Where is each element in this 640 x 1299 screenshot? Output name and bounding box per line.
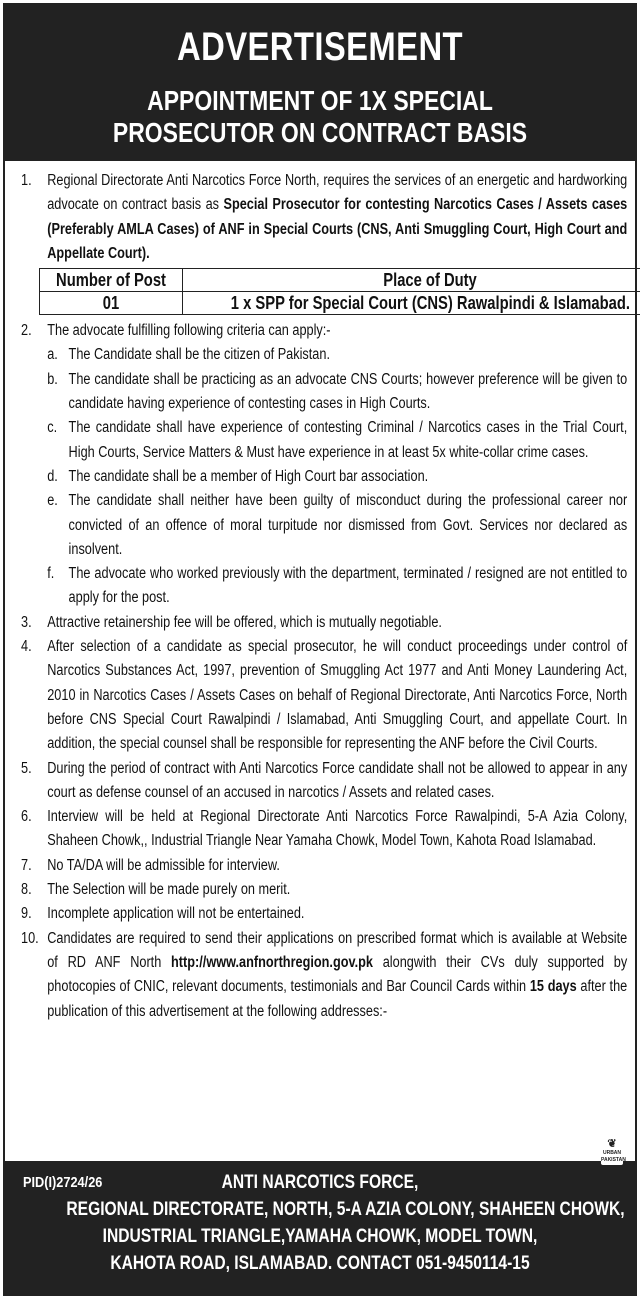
item-7	[21, 854, 627, 878]
table-cell	[183, 292, 640, 315]
leaf-icon: ❦	[607, 1138, 617, 1150]
table-header-cell	[183, 269, 640, 292]
item-text-bold: Special Prosecutor for contesting Narcotics Cases / Assets cases (Preferably AMLA Cases) of ANF in Special Courts (CNS, Anti Smuggling Court, High Court and Appellate Court)	[47, 196, 628, 262]
item-number: 3.	[21, 613, 32, 631]
item-text: The Selection will be made purely on merit.	[47, 881, 291, 899]
criteria-b	[21, 368, 627, 417]
item-2	[21, 319, 627, 343]
table-header-row	[40, 269, 640, 292]
item-text: Attractive retainership fee will be offered, which is mutually negotiable.	[47, 613, 442, 631]
footer-line3: INDUSTRIAL TRIANGLE,YAMAHA CHOWK, MODEL TOWN,	[102, 1225, 538, 1247]
item-number: 7.	[21, 856, 32, 874]
criteria-text: The candidate shall have experience of contesting Criminal / Narcotics cases in the Trial Court, High Courts, Service Matters & Must have experience in at least 5x white-collar crime cases.	[68, 419, 628, 461]
criteria-letter: d.	[47, 467, 58, 485]
footer-line1: ANTI NARCOTICS FORCE,	[221, 1171, 419, 1193]
ad-header	[3, 3, 637, 161]
ad-footer	[3, 1138, 637, 1296]
place-of-duty: 1 x SPP for Special Court (CNS) Rawalpindi & Islamabad.	[230, 293, 631, 314]
header-place-of-duty: Place of Duty	[383, 270, 478, 291]
item-text-end: .	[146, 244, 150, 262]
item-number: 5.	[21, 759, 32, 777]
criteria-e	[21, 489, 627, 562]
footer-line4: KAHOTA ROAD, ISLAMABAD. CONTACT 051-9450114-15	[110, 1252, 530, 1274]
item-5	[21, 757, 627, 806]
item-3	[21, 611, 627, 635]
criteria-text: The advocate who worked previously with the department, terminated / resigned are not entitled to apply for the post.	[68, 565, 628, 607]
item-number: 2.	[21, 322, 32, 340]
urban-pakistan-logo	[601, 1135, 626, 1165]
table-cell	[40, 292, 183, 315]
item-number: 1.	[21, 172, 32, 189]
ad-subtitle-line1: APPOINTMENT OF 1X SPECIAL	[147, 85, 493, 116]
criteria-letter: b.	[47, 370, 58, 388]
item-4	[21, 635, 627, 756]
item-text: alongwith their CVs duly supported by photocopies of CNIC, relevant documents, testimonials and Bar Council Cards within	[47, 953, 628, 996]
table-header-cell	[40, 269, 183, 292]
item-text: after the publication of this advertisement at the following addresses:-	[47, 978, 628, 1020]
item-text: Candidates are required to send their applications on prescribed format which is available at Website of RD ANF North	[47, 929, 628, 971]
item-number: 4.	[21, 638, 32, 656]
item-text: During the period of contract with Anti Narcotics Force candidate shall not be allowed to appear in any court as defense counsel of an accused in narcotics / Assets and related cases.	[47, 759, 628, 801]
criteria-letter: a.	[47, 346, 58, 364]
criteria-letter: c.	[47, 419, 58, 437]
posts-table	[39, 268, 640, 315]
deadline-days: 15 days	[529, 978, 577, 996]
item-number: 9.	[21, 905, 32, 923]
item-1	[21, 169, 627, 266]
criteria-letter: e.	[47, 492, 58, 510]
item-text: After selection of a candidate as special prosecutor, he will conduct proceedings under control of Narcotics Substances Act, 1997, prevention of Smuggling Act 1977 and Anti Money Laundering Act, 2010 in Narcotics Cases / Assets Cases on behalf of Regional Directorate, Anti Narcotics Force, North before CNS Special Court Rawalpindi / Islamabad, Anti Smuggling Court, and appellate Court. In addition, the special counsel shall be responsible for representing the ANF before the Civil Courts.	[47, 638, 628, 753]
item-text: Interview will be held at Regional Directorate Anti Narcotics Force Rawalpindi, 5-A Azia Colony, Shaheen Chowk,, Industrial Triangle Near Yamaha Chowk, Model Town, Kahota Road Islamabad.	[47, 808, 628, 850]
ad-title: ADVERTISEMENT	[177, 25, 463, 69]
logo-text: URBAN PAKISTAN	[601, 1150, 626, 1163]
item-10	[21, 927, 627, 1024]
criteria-d	[21, 465, 627, 489]
footer-line2: REGIONAL DIRECTORATE, NORTH, 5-A AZIA COLONY, SHAHEEN CHOWK,	[66, 1198, 625, 1220]
criteria-text: The candidate shall be practicing as an advocate CNS Courts; however preference will be given to candidate having experience of contesting cases in High Courts.	[68, 370, 628, 413]
criteria-f	[21, 562, 627, 611]
item-6	[21, 805, 627, 854]
item-text: Regional Directorate Anti Narcotics Force North, requires the services of an energetic and hardworking advocate on contract basis as	[47, 172, 628, 214]
item-text: Incomplete application will not be entertained.	[47, 905, 305, 923]
criteria-text: The Candidate shall be the citizen of Pakistan.	[68, 346, 330, 364]
criteria-text: The candidate shall be a member of High Court bar association.	[68, 467, 429, 485]
item-number: 10.	[21, 929, 39, 947]
criteria-c	[21, 416, 627, 465]
item-number: 6.	[21, 808, 32, 826]
table-row	[40, 292, 640, 315]
ad-body	[3, 161, 637, 1161]
post-count: 01	[102, 293, 120, 314]
item-text: The advocate fulfilling following criteria can apply:-	[47, 322, 331, 340]
criteria-letter: f.	[47, 565, 55, 583]
item-8	[21, 878, 627, 902]
item-text: No TA/DA will be admissible for interview.	[47, 856, 280, 874]
pid-number: PID(I)2724/26	[23, 1174, 103, 1191]
criteria-a	[21, 343, 627, 367]
header-number-of-post: Number of Post	[56, 270, 166, 291]
ad-subtitle-line2: PROSECUTOR ON CONTRACT BASIS	[112, 117, 528, 148]
item-9	[21, 902, 627, 926]
criteria-text: The candidate shall neither have been guilty of misconduct during the professional career nor convicted of an offence of moral turpitude nor dismissed from Govt. Services nor declared as insolvent.	[68, 492, 628, 558]
item-number: 8.	[21, 881, 32, 899]
website-link[interactable]: http://www.anfnorthregion.gov.pk	[171, 953, 373, 971]
